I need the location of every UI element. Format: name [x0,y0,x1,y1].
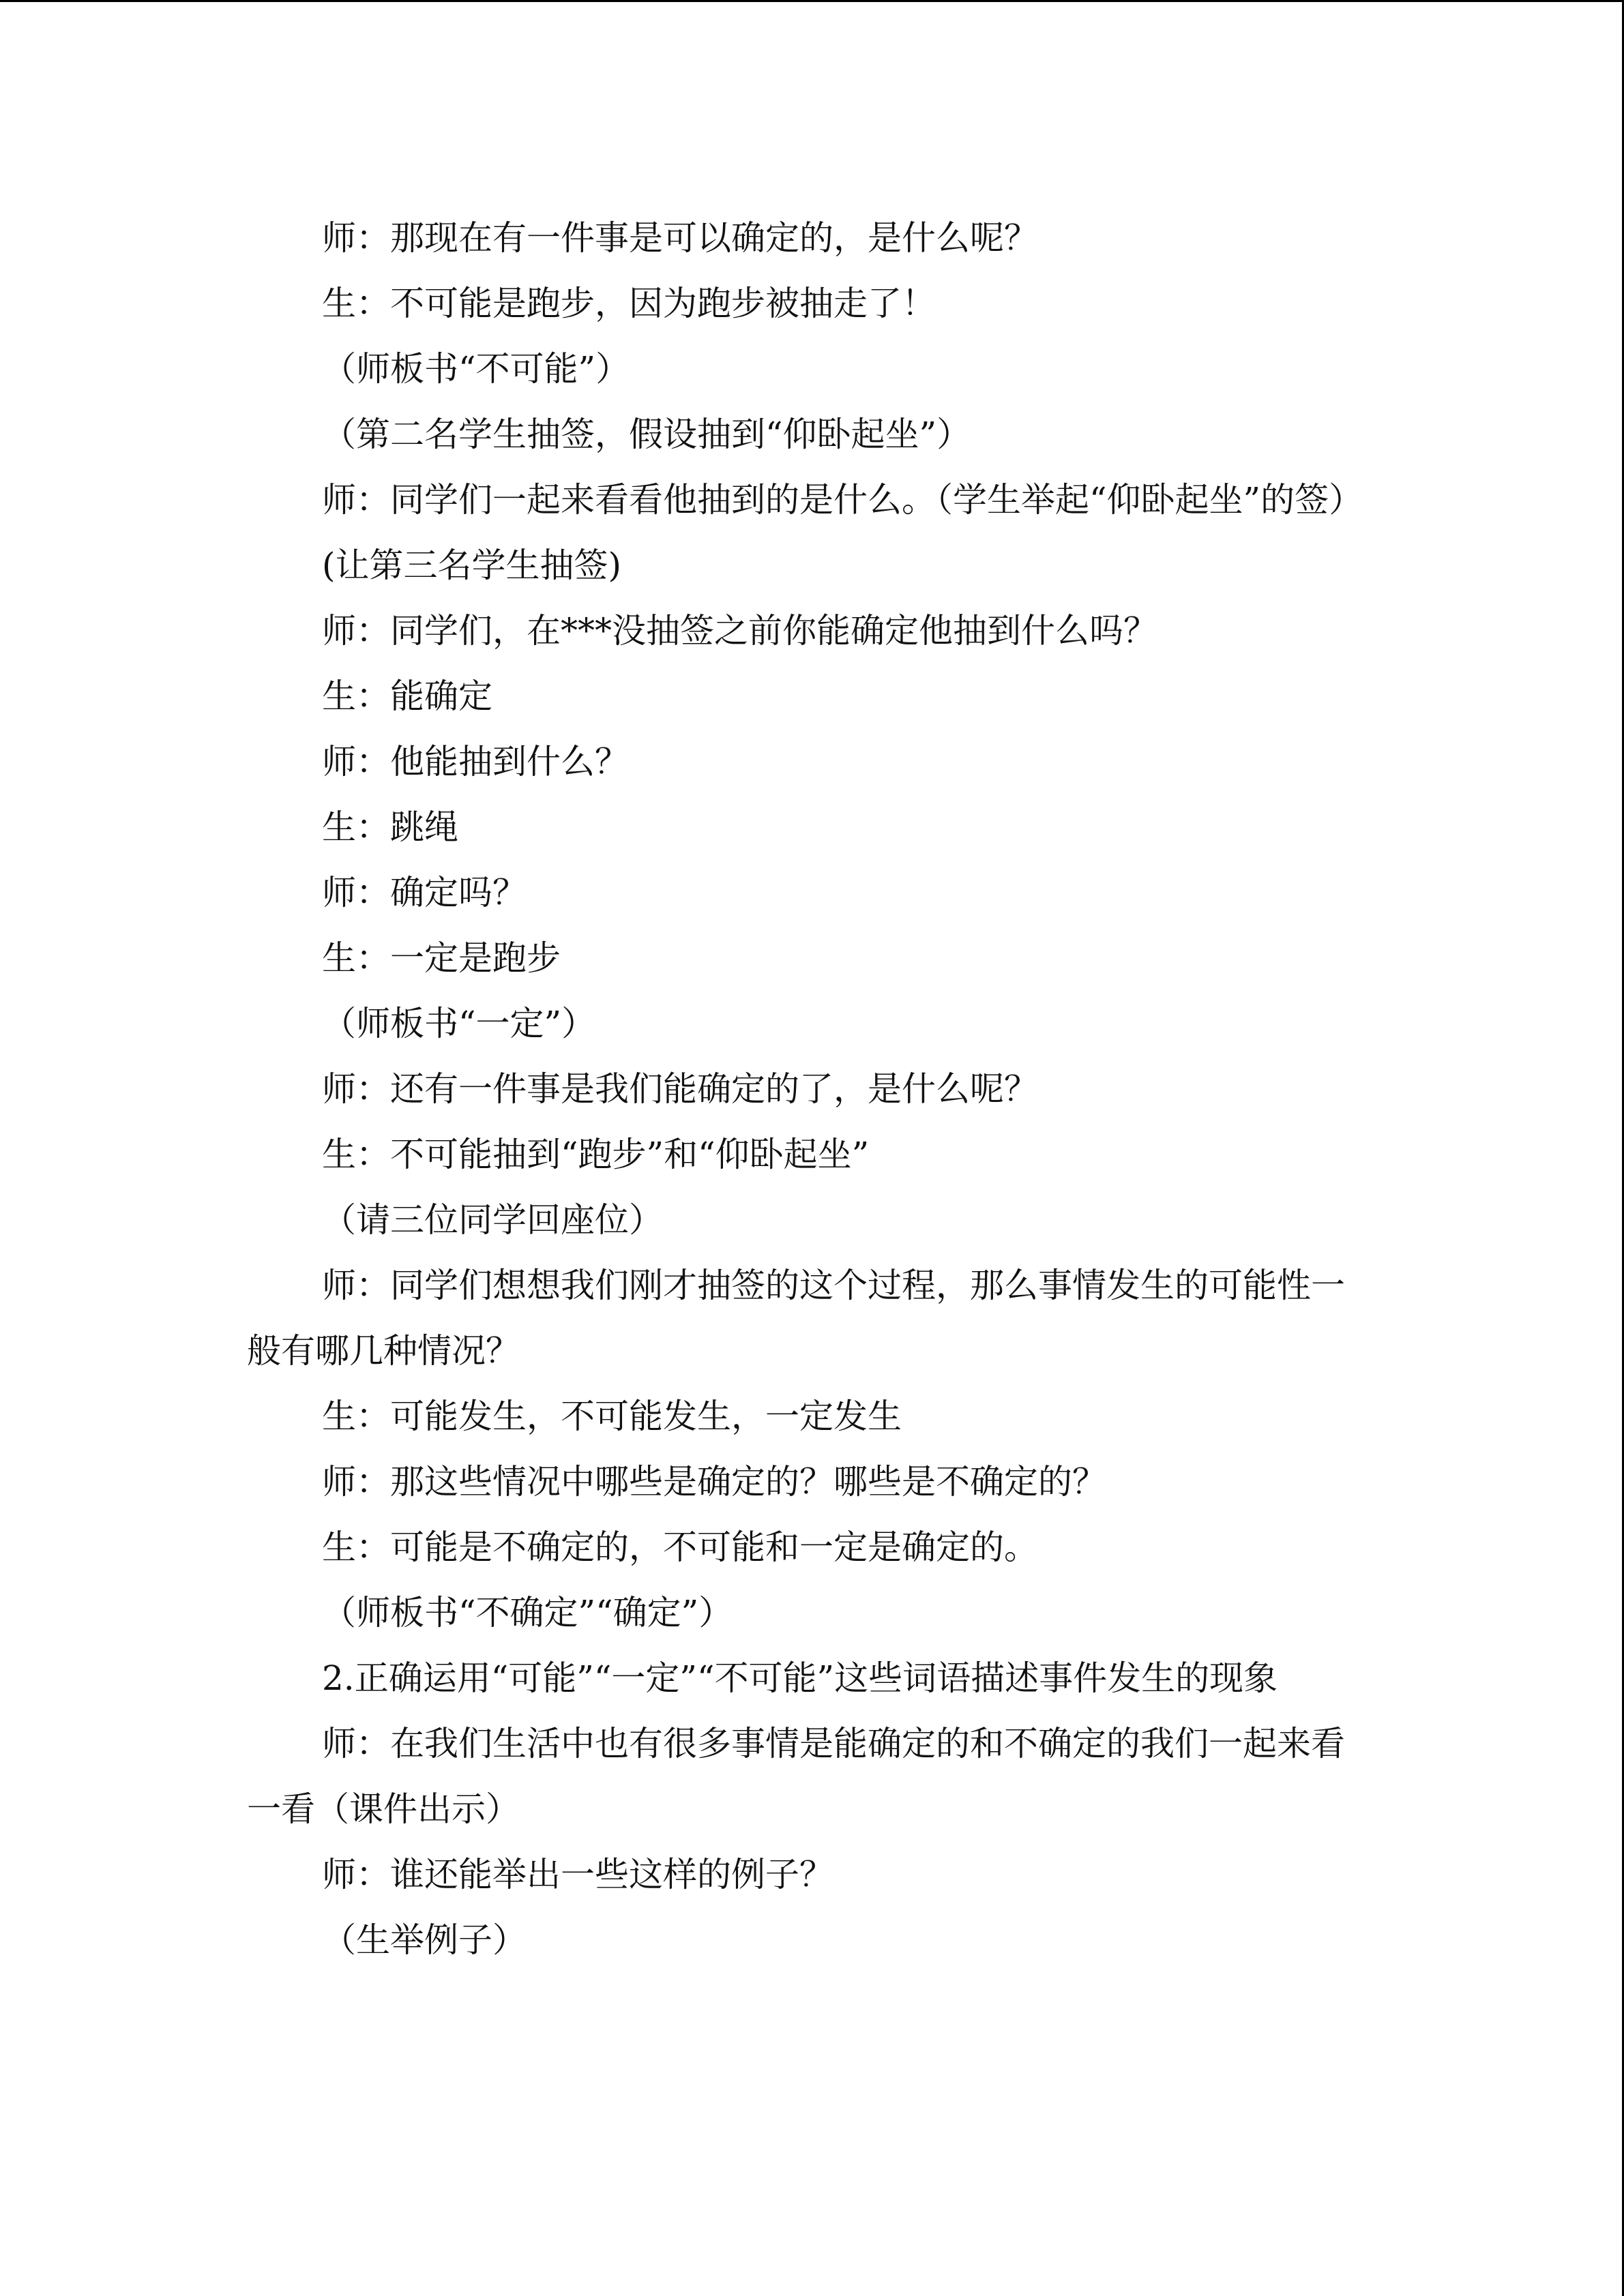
paragraph-19: 师：那这些情况中哪些是确定的？哪些是不确定的？ [322,1462,1106,1502]
paragraph-11: 师：确定吗？ [322,873,527,912]
paragraph-12: 生：一定是跑步 [322,938,561,978]
paragraph-4: （第二名学生抽签，假设抽到“仰卧起坐”） [322,415,971,454]
paragraph-17: 师：同学们想想我们刚才抽签的这个过程，那么事情发生的可能性一般有哪几种情况？ [247,1266,1345,1371]
paragraph-15: 生：不可能抽到“跑步”和“仰卧起坐” [322,1135,870,1174]
paragraph-24: 师：谁还能举出一些这样的例子？ [322,1855,833,1894]
paragraph-1: 师：那现在有一件事是可以确定的，是什么呢？ [322,218,1038,258]
paragraph-21: （师板书“不确定”“确定”） [322,1593,733,1632]
paragraph-14: 师：还有一件事是我们能确定的了，是什么呢？ [322,1069,1038,1109]
paragraph-10: 生：跳绳 [322,807,458,847]
paragraph-20: 生：可能是不确定的，不可能和一定是确定的。 [322,1527,1038,1567]
paragraph-25: （生举例子） [322,1920,527,1960]
paragraph-13: （师板书“一定”） [322,1004,596,1043]
paragraph-5: 师：同学们一起来看看他抽到的是什么。（学生举起“仰卧起坐”的签） [322,480,1363,520]
paragraph-16: （请三位同学回座位） [322,1200,663,1240]
paragraph-22: 2.正确运用“可能”“一定”“不可能”这些词语描述事件发生的现象 [322,1658,1278,1698]
paragraph-6: (让第三名学生抽签) [322,546,622,585]
paragraph-7: 师：同学们，在***没抽签之前你能确定他抽到什么吗？ [322,611,1157,651]
paragraph-2: 生：不可能是跑步，因为跑步被抽走了！ [322,284,936,323]
document-body [247,205,1365,1973]
paragraph-18: 生：可能发生，不可能发生，一定发生 [322,1397,902,1436]
paragraph-9: 师：他能抽到什么？ [322,742,629,781]
paragraph-3: （师板书“不可能”） [322,349,630,389]
paragraph-8: 生：能确定 [322,676,492,716]
paragraph-23: 师：在我们生活中也有很多事情是能确定的和不确定的我们一起来看一看（课件出示） [247,1724,1345,1829]
